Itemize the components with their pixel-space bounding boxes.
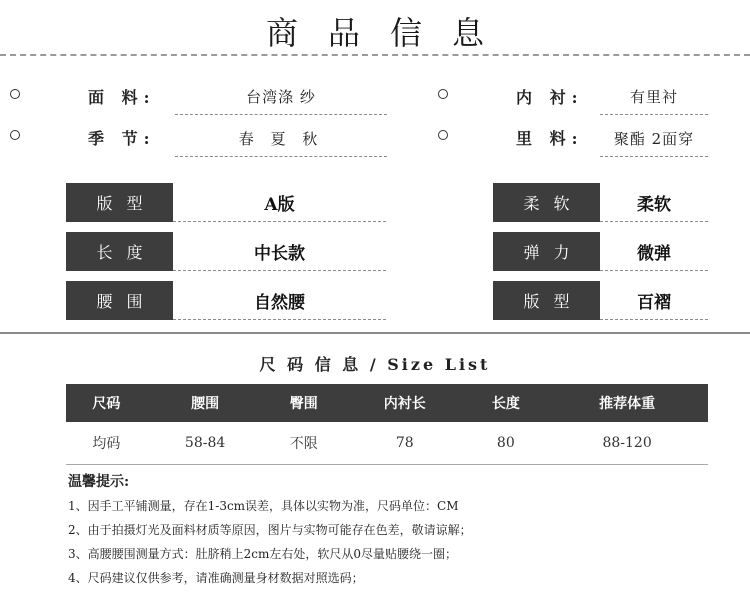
fabric-value: 台湾涤 纱 (175, 86, 387, 115)
size-table (66, 384, 708, 465)
cell-length: 80 (465, 422, 546, 465)
inner-material-value: 聚酯 2面穿 (600, 128, 708, 157)
bullet-circle-icon (10, 130, 20, 140)
bullet-circle-icon (438, 89, 448, 99)
cell-recommended-weight: 88-120 (546, 422, 708, 465)
attr-value-length: 中长款 (173, 232, 386, 271)
attr-label-style: 版型 (493, 281, 600, 320)
tip-item: 1、因手工平铺测量，存在1-3cm误差，具体以实物为准，尺码单位：CM (68, 499, 459, 513)
attr-label-fit: 版型 (66, 183, 173, 222)
attr-value-softness: 柔软 (600, 183, 708, 222)
title-divider (0, 54, 750, 56)
tip-item: 3、高腰腰围测量方式：肚脐稍上2cm左右处，软尺从0尽量贴腰绕一圈； (68, 547, 458, 561)
attr-value-waist: 自然腰 (173, 281, 386, 320)
tip-item: 2、由于拍摄灯光及面料材质等原因，图片与实物可能存在色差，敬请谅解； (68, 523, 472, 537)
bullet-circle-icon (10, 89, 20, 99)
size-list-title: 尺 码 信 息 / Size List (259, 355, 491, 374)
header-hip: 臀围 (263, 384, 344, 422)
lining-value: 有里衬 (600, 86, 708, 115)
page-title: 商品信息 (265, 14, 514, 52)
attr-value-elasticity: 微弹 (600, 232, 708, 271)
lining-label: 内 衬: (516, 88, 584, 107)
attr-label-length: 长度 (66, 232, 173, 271)
inner-material-label: 里 料: (516, 129, 584, 148)
cell-lining-length: 78 (344, 422, 465, 465)
header-length: 长度 (465, 384, 546, 422)
table-row (66, 422, 708, 465)
bullet-circle-icon (438, 130, 448, 140)
attr-value-style: 百褶 (600, 281, 708, 320)
season-value: 春 夏 秋 (175, 128, 387, 157)
size-table-header (66, 384, 708, 422)
attr-value-fit: A版 (173, 183, 386, 222)
fabric-label: 面 料: (88, 88, 156, 107)
cell-size: 均码 (66, 422, 147, 465)
section-divider (0, 332, 750, 334)
tips-title: 温馨提示: (68, 474, 130, 490)
cell-hip: 不限 (263, 422, 344, 465)
attr-label-waist: 腰围 (66, 281, 173, 320)
cell-waist: 58-84 (147, 422, 264, 465)
attr-label-softness: 柔软 (493, 183, 600, 222)
header-recommended-weight: 推荐体重 (546, 384, 708, 422)
header-size: 尺码 (66, 384, 147, 422)
season-label: 季 节: (88, 129, 156, 148)
header-lining-length: 内衬长 (344, 384, 465, 422)
header-waist: 腰围 (147, 384, 264, 422)
attr-label-elasticity: 弹力 (493, 232, 600, 271)
tip-item: 4、尺码建议仅供参考，请准确测量身材数据对照选码； (68, 571, 364, 585)
